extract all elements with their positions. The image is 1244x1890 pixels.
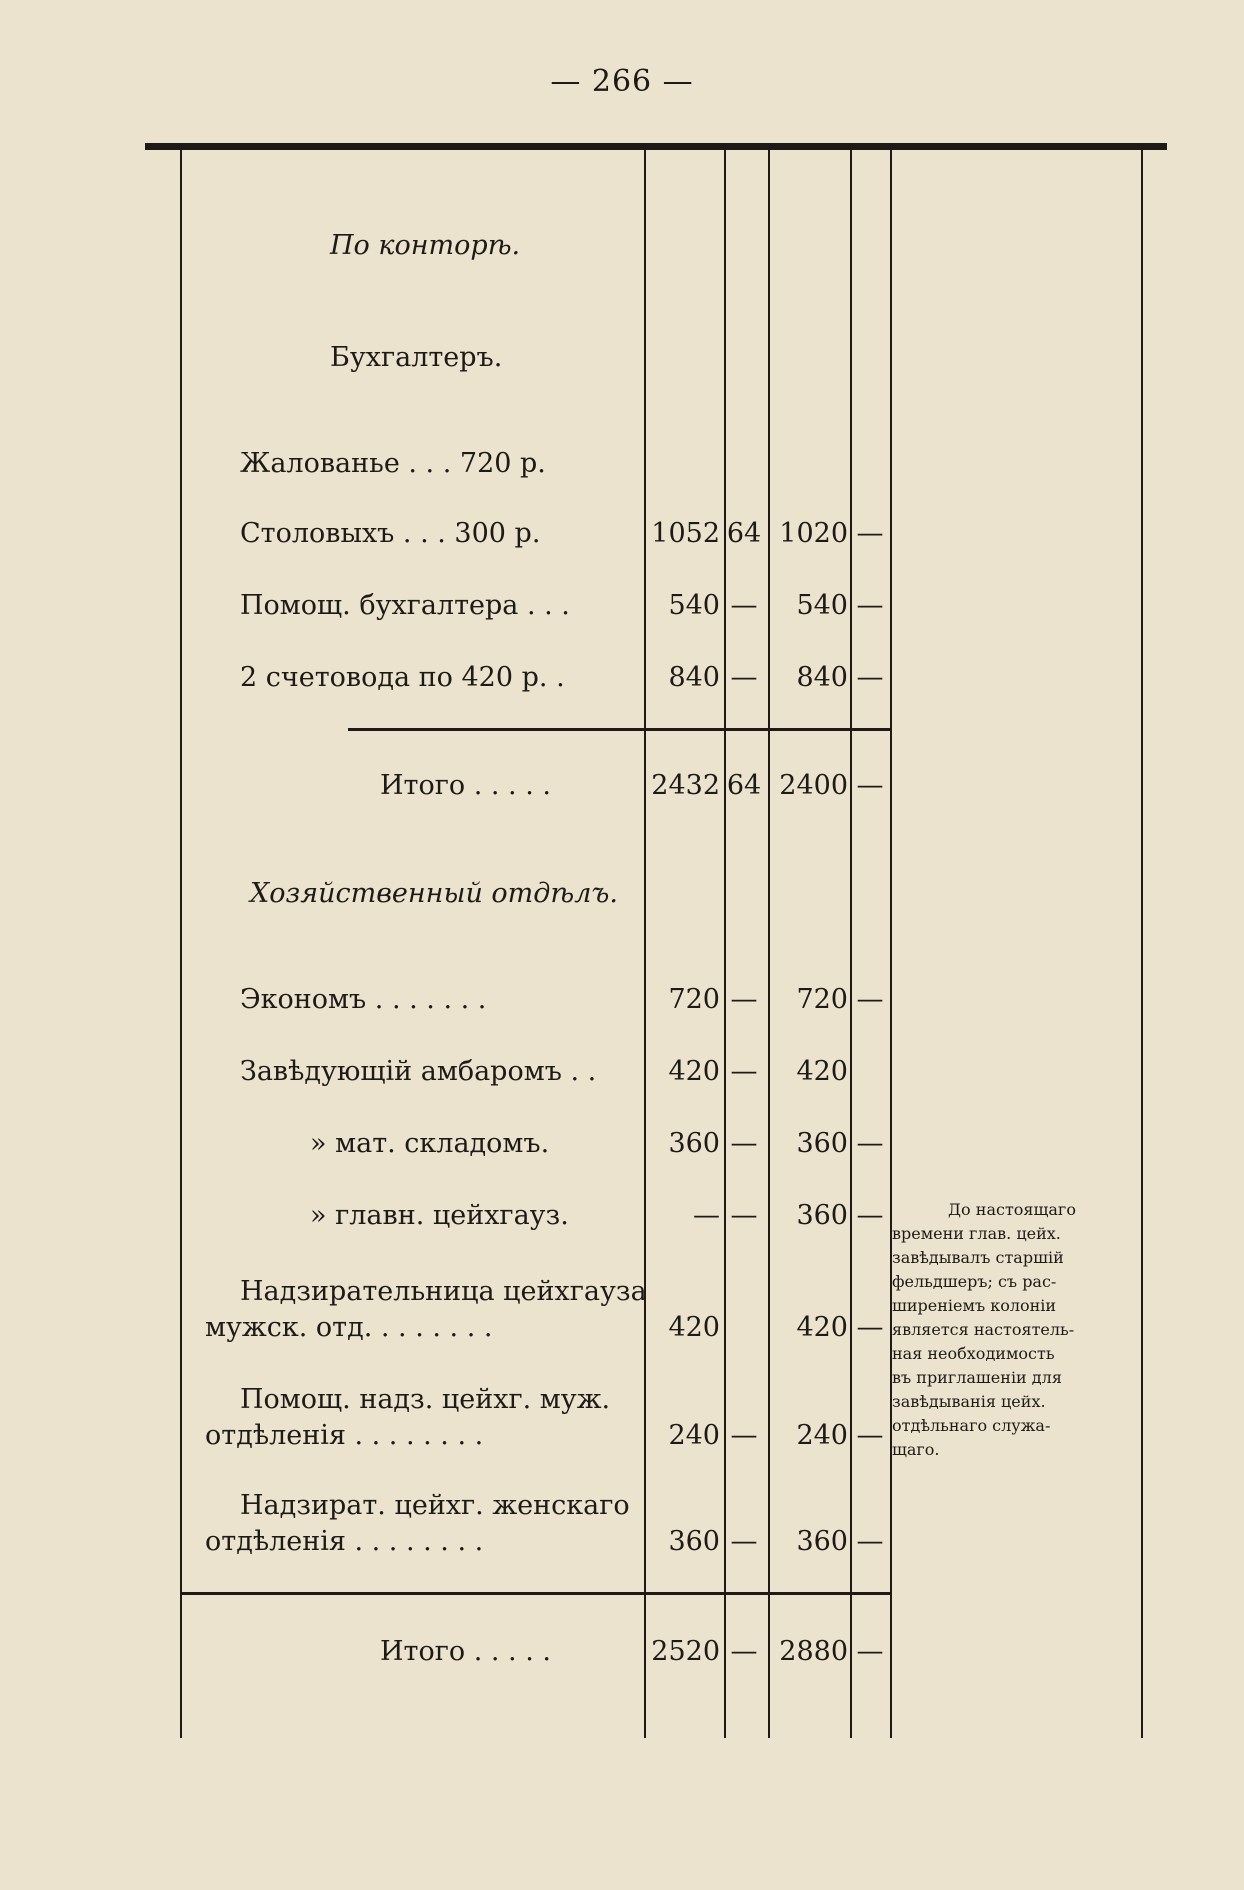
row-label: Надзирательница цейхгауза — [240, 1276, 647, 1307]
row-value-c4: — — [856, 518, 884, 549]
row-label: Экономъ . . . . . . . — [240, 984, 487, 1015]
row-label: » мат. складомъ. — [310, 1128, 550, 1159]
row-value-c4: — — [856, 1200, 884, 1231]
row-value-c3: 360 — [796, 1128, 848, 1159]
total-value-c1: 2432 — [651, 770, 720, 801]
row-value-c4: — — [856, 1526, 884, 1557]
col1-left-line — [644, 150, 646, 1738]
row-value-c2: — — [730, 662, 758, 693]
section-header-office: По конторѣ. — [330, 230, 521, 261]
row-value-c4: — — [856, 662, 884, 693]
row-value-c3: 420 — [796, 1312, 848, 1343]
row-value-c1: 360 — [668, 1526, 720, 1557]
note-line: щаго. — [892, 1440, 940, 1459]
section2-total-rule — [180, 1592, 890, 1595]
total-value-c2: — — [730, 1636, 758, 1667]
note-line: является настоятель- — [892, 1320, 1075, 1339]
total-value-c4: — — [856, 1636, 884, 1667]
row-label: 2 счетовода по 420 р. . — [240, 662, 565, 693]
row-label: Надзират. цейхг. женскаго — [240, 1490, 630, 1521]
row-label: Помощ. надз. цейхг. муж. — [240, 1384, 611, 1415]
top-rule — [145, 143, 1167, 150]
total-label: Итого . . . . . — [380, 1636, 551, 1667]
row-label: » главн. цейхгауз. — [310, 1200, 569, 1231]
note-line: ширеніемъ колоніи — [892, 1296, 1057, 1315]
row-value-c1: 840 — [668, 662, 720, 693]
remark-note — [892, 1198, 1132, 1462]
row-value-c3: 360 — [796, 1526, 848, 1557]
row-value-c4: — — [856, 1312, 884, 1343]
note-line: отдѣльнаго служа- — [892, 1416, 1051, 1435]
row-value-c4: — — [856, 590, 884, 621]
row-label: Столовыхъ . . . 300 р. — [240, 518, 541, 549]
row-value-c3: 720 — [796, 984, 848, 1015]
col4-left-line — [850, 150, 852, 1738]
section-subheader-accountant: Бухгалтеръ. — [330, 342, 503, 373]
page-number: — 266 — — [550, 64, 694, 99]
section-header-household: Хозяйственный отдѣлъ. — [250, 878, 618, 909]
row-value-c1: 360 — [668, 1128, 720, 1159]
note-line: завѣдывалъ старшій — [892, 1248, 1064, 1267]
notes-left-line — [890, 150, 892, 1738]
row-value-c4: — — [856, 1420, 884, 1451]
note-line: въ приглашеніи для — [892, 1368, 1062, 1387]
row-value-c3: 1020 — [779, 518, 848, 549]
note-line: времени глав. цейх. — [892, 1224, 1061, 1243]
total-value-c3: 2400 — [779, 770, 848, 801]
row-value-c3: 420 — [796, 1056, 848, 1087]
row-value-c2: — — [730, 1420, 758, 1451]
row-value-c1: 540 — [668, 590, 720, 621]
total-value-c1: 2520 — [651, 1636, 720, 1667]
total-value-c3: 2880 — [779, 1636, 848, 1667]
row-label: Помощ. бухгалтера . . . — [240, 590, 570, 621]
row-value-c2: — — [730, 1200, 758, 1231]
note-line: До настоящаго — [948, 1200, 1076, 1219]
row-label-continued: мужск. отд. . . . . . . . — [205, 1312, 493, 1343]
row-value-c1: 420 — [668, 1056, 720, 1087]
frame-left-line — [180, 150, 182, 1738]
frame-right-line — [1141, 150, 1143, 1738]
row-value-c2: — — [730, 590, 758, 621]
row-value-c3: 840 — [796, 662, 848, 693]
total-value-c4: — — [856, 770, 884, 801]
row-value-c2: — — [730, 1056, 758, 1087]
row-value-c4: — — [856, 984, 884, 1015]
row-label-continued: отдѣленія . . . . . . . . — [205, 1420, 484, 1451]
section1-total-rule — [348, 728, 890, 731]
row-value-c2: 64 — [726, 518, 762, 549]
row-value-c1: 240 — [668, 1420, 720, 1451]
row-label-continued: отдѣленія . . . . . . . . — [205, 1526, 484, 1557]
note-line: завѣдыванія цейх. — [892, 1392, 1046, 1411]
row-value-c2: — — [730, 984, 758, 1015]
row-value-c1: 720 — [668, 984, 720, 1015]
note-line: фельдшеръ; съ рас- — [892, 1272, 1057, 1291]
row-value-c1: 420 — [668, 1312, 720, 1343]
row-value-c1: 1052 — [651, 518, 720, 549]
col3-left-line — [768, 150, 770, 1738]
row-value-c1: — — [693, 1200, 720, 1231]
col2-left-line — [724, 150, 726, 1738]
row-label: Завѣдующій амбаромъ . . — [240, 1056, 597, 1087]
row-label: Жалованье . . . 720 р. — [240, 448, 546, 479]
row-value-c2: — — [730, 1526, 758, 1557]
note-line: ная необходимость — [892, 1344, 1055, 1363]
row-value-c3: 540 — [796, 590, 848, 621]
total-value-c2: 64 — [726, 770, 762, 801]
row-value-c3: 360 — [796, 1200, 848, 1231]
row-value-c3: 240 — [796, 1420, 848, 1451]
total-label: Итого . . . . . — [380, 770, 551, 801]
row-value-c2: — — [730, 1128, 758, 1159]
row-value-c4: — — [856, 1128, 884, 1159]
